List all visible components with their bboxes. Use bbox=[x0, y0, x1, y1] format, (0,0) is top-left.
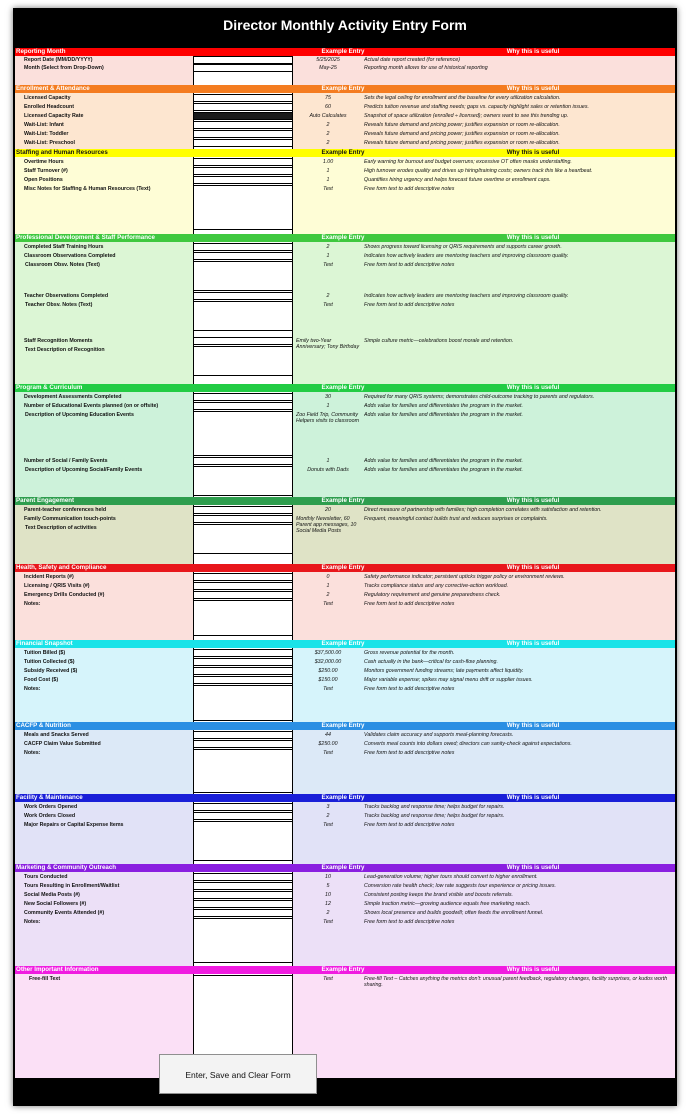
section-title: Financial Snapshot bbox=[16, 640, 73, 647]
section-body bbox=[15, 572, 675, 640]
field-label: Notes: bbox=[24, 750, 41, 756]
entry-input[interactable] bbox=[193, 252, 293, 260]
example-entry: 1 bbox=[326, 583, 330, 589]
example-entry: Auto Calculates bbox=[309, 113, 347, 119]
section-body bbox=[15, 505, 675, 564]
example-entry: 75 bbox=[325, 95, 331, 101]
field-label: Free-fill Text bbox=[29, 976, 61, 982]
field-label: New Social Followers (#) bbox=[24, 901, 87, 907]
section-other bbox=[15, 966, 675, 1078]
section-body bbox=[15, 157, 675, 234]
why-useful-text: Free form text to add descriptive notes bbox=[364, 750, 455, 756]
example-column-header: Example Entry bbox=[321, 48, 365, 55]
why-useful-text: Tracks backlog and response time; helps budget for repairs. bbox=[364, 813, 505, 819]
example-column-header: Example Entry bbox=[321, 234, 365, 241]
section-title: Program & Curriculum bbox=[16, 384, 83, 391]
section-header bbox=[15, 384, 675, 392]
why-column-header: Why this is useful bbox=[506, 85, 560, 92]
entry-input[interactable] bbox=[193, 402, 293, 410]
example-entry: Text bbox=[323, 186, 333, 192]
section-profdev bbox=[15, 234, 675, 384]
field-label: CACFP Claim Value Submitted bbox=[24, 741, 101, 747]
why-useful-text: Shows local presence and builds goodwill; often feeds the enrollment funnel. bbox=[364, 910, 544, 916]
section-title: Health, Safety and Compliance bbox=[16, 564, 107, 571]
section-cacfp bbox=[15, 722, 675, 794]
why-column-header: Why this is useful bbox=[506, 966, 560, 973]
field-label: Staff Recognition Moments bbox=[24, 338, 93, 344]
notes-textarea[interactable] bbox=[193, 346, 293, 376]
entry-input[interactable] bbox=[193, 457, 293, 465]
section-header bbox=[15, 497, 675, 505]
example-entry: Emily two-Year Anniversary; Tony Birthday bbox=[296, 338, 360, 350]
example-column-header: Example Entry bbox=[321, 794, 365, 801]
why-useful-text: Adds value for families and differentiates the program in the market. bbox=[364, 467, 523, 473]
field-label: Teacher Obsv. Notes (Text) bbox=[25, 302, 93, 308]
field-label: Wait-List: Toddler bbox=[24, 131, 69, 137]
section-title: Enrollment & Attendance bbox=[16, 85, 90, 92]
why-useful-text: Reveals future demand and pricing power; justifies expansion or room re-allocation. bbox=[364, 131, 560, 137]
field-label: Staff Turnover (#) bbox=[24, 168, 68, 174]
example-entry: 1 bbox=[326, 458, 330, 464]
entry-input[interactable] bbox=[193, 393, 293, 401]
field-label: Text Description of Recognition bbox=[25, 347, 105, 353]
entry-input[interactable] bbox=[193, 909, 293, 917]
why-useful-text: Free form text to add descriptive notes bbox=[364, 686, 455, 692]
entry-input[interactable] bbox=[193, 337, 293, 345]
why-column-header: Why this is useful bbox=[506, 794, 560, 801]
example-entry: Monthly Newsletter, 60 Parent app messages, 10 Social Media Posts bbox=[296, 516, 357, 534]
why-useful-text: Free-fill Text – Catches anything the metrics don't: unusual parent feedback, regulatory changes, facility surprises, or kudos worth sharing. bbox=[364, 976, 668, 988]
field-label: Overtime Hours bbox=[24, 159, 64, 165]
example-column-header: Example Entry bbox=[321, 149, 365, 156]
notes-textarea[interactable] bbox=[193, 821, 293, 861]
section-body bbox=[15, 872, 675, 966]
why-useful-text: Free form text to add descriptive notes bbox=[364, 919, 455, 925]
field-label: Wait-List: Infant bbox=[24, 122, 64, 128]
why-useful-text: Cash actually in the bank—critical for cash-flow planning. bbox=[364, 659, 498, 665]
field-label: Wait-List: Preschool bbox=[24, 140, 76, 146]
example-entry: $250.00 bbox=[318, 741, 338, 747]
why-useful-text: Reveals future demand and pricing power; justifies expansion or room re-allocation. bbox=[364, 122, 560, 128]
section-parent bbox=[15, 497, 675, 564]
why-useful-text: Predicts tuition revenue and staffing needs; gaps vs. capacity highlight sales or retention issues. bbox=[364, 104, 589, 110]
notes-textarea[interactable] bbox=[193, 301, 293, 331]
why-column-header: Why this is useful bbox=[506, 497, 560, 504]
notes-textarea[interactable] bbox=[193, 411, 293, 456]
entry-input[interactable] bbox=[193, 573, 293, 581]
example-entry: 20 bbox=[325, 507, 331, 513]
section-header bbox=[15, 85, 675, 93]
field-label: Food Cost ($) bbox=[24, 677, 59, 683]
why-useful-text: Simple culture metric—celebrations boost morale and retention. bbox=[364, 338, 514, 344]
field-label: Open Positions bbox=[24, 177, 63, 183]
section-program bbox=[15, 384, 675, 497]
example-column-header: Example Entry bbox=[321, 722, 365, 729]
why-useful-text: Simple traction metric—growing audience equals free marketing reach. bbox=[364, 901, 531, 907]
example-entry: $150.00 bbox=[318, 677, 338, 683]
field-label: Classroom Observations Completed bbox=[24, 253, 116, 259]
section-body bbox=[15, 93, 675, 149]
entry-input[interactable] bbox=[193, 243, 293, 251]
field-label: Licensing / QRIS Visits (#) bbox=[24, 583, 90, 589]
entry-input[interactable] bbox=[193, 167, 293, 175]
why-useful-text: Reporting month allows for use of historical reporting bbox=[364, 65, 488, 71]
why-useful-text: Adds value for families and differentiates the program in the market. bbox=[364, 403, 523, 409]
example-column-header: Example Entry bbox=[321, 966, 365, 973]
example-entry: Text bbox=[323, 302, 333, 308]
notes-textarea[interactable] bbox=[193, 600, 293, 636]
field-label: Subsidy Received ($) bbox=[24, 668, 78, 674]
section-reporting bbox=[15, 48, 675, 85]
example-entry: 2 bbox=[326, 122, 330, 128]
why-useful-text: Free form text to add descriptive notes bbox=[364, 186, 455, 192]
why-useful-text: Quantifies hiring urgency and helps forecast future overtime or enrollment caps. bbox=[364, 177, 551, 183]
example-entry: 2 bbox=[326, 131, 330, 137]
section-health bbox=[15, 564, 675, 640]
why-useful-text: Actual date report created (for reference) bbox=[364, 57, 460, 63]
entry-input[interactable] bbox=[193, 582, 293, 590]
why-useful-text: Adds value for families and differentiates the program in the market. bbox=[364, 458, 523, 464]
form-window bbox=[13, 8, 677, 1106]
entry-input[interactable] bbox=[193, 64, 293, 72]
section-body bbox=[15, 392, 675, 497]
example-entry: 2 bbox=[326, 293, 330, 299]
section-header bbox=[15, 48, 675, 56]
section-header bbox=[15, 864, 675, 872]
section-facility bbox=[15, 794, 675, 864]
why-useful-text: Lead-generation volume; higher tours should convert to higher enrollment. bbox=[364, 874, 538, 880]
why-useful-text: Direct measure of partnership with families; high completion correlates with satisfaction and retention. bbox=[364, 507, 602, 513]
entry-input[interactable] bbox=[193, 667, 293, 675]
example-entry: Text bbox=[323, 686, 333, 692]
entry-input[interactable] bbox=[193, 803, 293, 811]
section-header bbox=[15, 149, 675, 157]
form-title: Director Monthly Activity Entry Form bbox=[223, 17, 467, 33]
why-useful-text: Safety performance indicator; persistent upticks trigger policy or environment reviews. bbox=[364, 574, 565, 580]
section-header bbox=[15, 966, 675, 974]
field-label: Teacher Observations Completed bbox=[24, 293, 109, 299]
field-label: Tuition Collected ($) bbox=[24, 659, 75, 665]
entry-input[interactable] bbox=[193, 176, 293, 184]
section-marketing bbox=[15, 864, 675, 966]
field-label: Incident Reports (#) bbox=[24, 574, 74, 580]
notes-textarea[interactable] bbox=[193, 918, 293, 963]
why-useful-text: Free form text to add descriptive notes bbox=[364, 822, 455, 828]
why-useful-text: Reveals future demand and pricing power; justifies expansion or room re-allocation. bbox=[364, 140, 560, 146]
entry-input[interactable] bbox=[193, 130, 293, 138]
field-label: Major Repairs or Capital Expense Items bbox=[24, 822, 124, 828]
example-entry: 5/25/2025 bbox=[316, 57, 340, 63]
field-label: Social Media Posts (#) bbox=[24, 892, 80, 898]
section-title: Reporting Month bbox=[16, 48, 66, 55]
example-entry: 1 bbox=[326, 253, 330, 259]
why-useful-text: Tracks compliance status and any corrective-action workload. bbox=[364, 583, 509, 589]
field-label: Meals and Snacks Served bbox=[24, 732, 89, 738]
why-useful-text: Snapshot of space utilization (enrolled ÷ licensed); owners want to see this trending up. bbox=[364, 113, 569, 119]
example-column-header: Example Entry bbox=[321, 864, 365, 871]
why-useful-text: Free form text to add descriptive notes bbox=[364, 262, 455, 268]
section-staffing bbox=[15, 149, 675, 234]
field-label: Classroom Obsv. Notes (Text) bbox=[25, 262, 100, 268]
section-title: Professional Development & Staff Performance bbox=[16, 234, 155, 241]
example-entry: May-25 bbox=[319, 65, 337, 71]
entry-input[interactable] bbox=[193, 292, 293, 300]
entry-input[interactable] bbox=[193, 506, 293, 514]
why-useful-text: Indicates how actively leaders are mentoring teachers and improving classroom quality. bbox=[364, 253, 569, 259]
example-entry: 30 bbox=[325, 394, 331, 400]
field-label: Licensed Capacity Rate bbox=[24, 113, 84, 119]
why-useful-text: High turnover erodes quality and drives up hiring/training costs; owners track this like a heartbeat. bbox=[364, 168, 593, 174]
entry-input[interactable] bbox=[193, 139, 293, 147]
why-useful-text: Shows progress toward licensing or QRIS requirements and supports career growth. bbox=[364, 244, 562, 250]
field-label: Work Orders Opened bbox=[24, 804, 78, 810]
entry-input[interactable] bbox=[193, 740, 293, 748]
section-body bbox=[15, 802, 675, 864]
example-entry: 10 bbox=[325, 892, 331, 898]
section-title: Facility & Maintenance bbox=[16, 794, 83, 801]
field-label: Licensed Capacity bbox=[24, 95, 71, 101]
example-entry: 1 bbox=[326, 177, 330, 183]
section-body bbox=[15, 242, 675, 384]
why-column-header: Why this is useful bbox=[506, 722, 560, 729]
why-useful-text: Indicates how actively leaders are mentoring teachers and improving classroom quality. bbox=[364, 293, 569, 299]
entry-input[interactable] bbox=[193, 882, 293, 890]
entry-input[interactable] bbox=[193, 591, 293, 599]
section-body bbox=[15, 648, 675, 722]
example-entry: 0 bbox=[326, 574, 330, 580]
field-label: Text Description of activities bbox=[25, 525, 97, 531]
example-entry: 2 bbox=[326, 244, 330, 250]
field-label: Completed Staff Training Hours bbox=[24, 244, 104, 250]
example-entry: Text bbox=[323, 822, 333, 828]
why-useful-text: Tracks backlog and response time; helps budget for repairs. bbox=[364, 804, 505, 810]
example-entry: 2 bbox=[326, 813, 330, 819]
entry-input[interactable] bbox=[193, 812, 293, 820]
section-enrollment bbox=[15, 85, 675, 149]
example-entry: 2 bbox=[326, 592, 330, 598]
section-body bbox=[15, 730, 675, 794]
example-entry: Text bbox=[323, 976, 333, 982]
section-header bbox=[15, 640, 675, 648]
example-entry: Text bbox=[323, 750, 333, 756]
why-column-header: Why this is useful bbox=[506, 149, 560, 156]
example-entry: Text bbox=[323, 601, 333, 607]
example-entry: 2 bbox=[326, 140, 330, 146]
field-label: Number of Social / Family Events bbox=[24, 458, 108, 464]
why-useful-text: Regulatory requirement and genuine preparedness check. bbox=[364, 592, 501, 598]
notes-textarea[interactable] bbox=[193, 524, 293, 554]
entry-input[interactable] bbox=[193, 56, 293, 64]
entry-input[interactable] bbox=[193, 676, 293, 684]
section-title: Marketing & Community Outreach bbox=[16, 864, 117, 871]
example-entry: 1.00 bbox=[322, 159, 334, 165]
example-entry: 5 bbox=[326, 883, 330, 889]
why-useful-text: Sets the legal ceiling for enrollment and the baseline for every utilization calculation. bbox=[364, 95, 561, 101]
entry-input[interactable] bbox=[193, 94, 293, 102]
example-entry: 44 bbox=[325, 732, 331, 738]
why-useful-text: Frequent, meaningful contact builds trust and reduces surprises or complaints. bbox=[364, 516, 548, 522]
field-label: Family Communication touch-points bbox=[24, 516, 116, 522]
why-useful-text: Monitors government funding streams; late payments affect liquidity. bbox=[364, 668, 524, 674]
field-label: Tours Conducted bbox=[24, 874, 68, 880]
entry-input[interactable] bbox=[193, 158, 293, 166]
field-label: Misc Notes for Staffing & Human Resources (Text) bbox=[24, 186, 151, 192]
example-entry: 12 bbox=[325, 901, 331, 907]
example-entry: 2 bbox=[326, 910, 330, 916]
field-label: Tuition Billed ($) bbox=[24, 650, 66, 656]
entry-input[interactable] bbox=[193, 649, 293, 657]
example-entry: Zoo Field Trip, Community Helpers visits to classroom bbox=[296, 412, 359, 424]
field-label: Report Date (MM/DD/YYYY) bbox=[24, 57, 93, 63]
section-header bbox=[15, 722, 675, 730]
notes-textarea[interactable] bbox=[193, 749, 293, 793]
section-title: Parent Engagement bbox=[16, 497, 75, 504]
why-useful-text: Required for many QRIS systems; demonstrates child-outcome tracking to parents and regulators. bbox=[364, 394, 595, 400]
field-label: Community Events Attended (#) bbox=[24, 910, 105, 916]
example-entry: Text bbox=[323, 262, 333, 268]
why-column-header: Why this is useful bbox=[506, 384, 560, 391]
example-entry: Text bbox=[323, 919, 333, 925]
field-label: Notes: bbox=[24, 686, 41, 692]
example-entry: 1 bbox=[326, 168, 330, 174]
field-label: Month (Select from Drop-Down) bbox=[24, 65, 104, 71]
section-title: Other Important Information bbox=[16, 966, 99, 973]
example-entry: $250.00 bbox=[318, 668, 338, 674]
why-column-header: Why this is useful bbox=[506, 564, 560, 571]
field-label: Number of Educational Events planned (on or offsite) bbox=[24, 403, 159, 409]
field-label: Description of Upcoming Education Events bbox=[25, 412, 134, 418]
section-body bbox=[15, 56, 675, 85]
example-column-header: Example Entry bbox=[321, 85, 365, 92]
example-entry: 1 bbox=[326, 403, 330, 409]
field-label: Development Assessments Completed bbox=[24, 394, 122, 400]
notes-textarea[interactable] bbox=[193, 261, 293, 291]
why-useful-text: Free form text to add descriptive notes bbox=[364, 601, 455, 607]
why-useful-text: Gross revenue potential for the month. bbox=[364, 650, 455, 656]
notes-textarea[interactable] bbox=[193, 466, 293, 496]
section-header bbox=[15, 234, 675, 242]
why-useful-text: Free form text to add descriptive notes bbox=[364, 302, 455, 308]
entry-input[interactable] bbox=[193, 121, 293, 129]
why-useful-text: Consistent posting keeps the brand visible and boosts referrals. bbox=[364, 892, 513, 898]
why-useful-text: Conversion rate health check; low rate suggests tour experience or pricing issues. bbox=[364, 883, 556, 889]
example-entry: $37,500.00 bbox=[314, 650, 342, 656]
example-entry: $32,000.00 bbox=[314, 659, 342, 665]
entry-input[interactable] bbox=[193, 515, 293, 523]
example-column-header: Example Entry bbox=[321, 384, 365, 391]
why-column-header: Why this is useful bbox=[506, 48, 560, 55]
entry-input[interactable] bbox=[193, 112, 293, 120]
field-label: Emergency Drills Conducted (#) bbox=[24, 592, 105, 598]
section-title: CACFP & Nutrition bbox=[16, 722, 71, 729]
entry-input[interactable] bbox=[193, 658, 293, 666]
entry-input[interactable] bbox=[193, 873, 293, 881]
field-label: Tours Resulting in Enrollment/Waitlist bbox=[24, 883, 120, 889]
field-label: Notes: bbox=[24, 601, 41, 607]
why-useful-text: Validates claim accuracy and supports meal-planning forecasts. bbox=[364, 732, 514, 738]
section-header bbox=[15, 564, 675, 572]
why-column-header: Why this is useful bbox=[506, 640, 560, 647]
section-financial bbox=[15, 640, 675, 722]
entry-input[interactable] bbox=[193, 900, 293, 908]
why-useful-text: Adds value for families and differentiates the program in the market. bbox=[364, 412, 523, 418]
example-entry: 3 bbox=[326, 804, 330, 810]
field-label: Work Orders Closed bbox=[24, 813, 76, 819]
notes-textarea[interactable] bbox=[193, 185, 293, 230]
enter-save-clear-button[interactable]: Enter, Save and Clear Form bbox=[159, 1054, 317, 1094]
section-body bbox=[15, 974, 675, 1078]
entry-input[interactable] bbox=[193, 891, 293, 899]
entry-input[interactable] bbox=[193, 103, 293, 111]
why-useful-text: Major variable expense; spikes may signal menu drift or supplier issues. bbox=[364, 677, 533, 683]
entry-input[interactable] bbox=[193, 731, 293, 739]
field-label: Description of Upcoming Social/Family Events bbox=[25, 467, 143, 473]
example-column-header: Example Entry bbox=[321, 497, 365, 504]
why-useful-text: Early warning for burnout and budget overruns; excessive OT often masks understaffing. bbox=[364, 159, 572, 165]
field-label: Enrolled Headcount bbox=[24, 104, 75, 110]
why-column-header: Why this is useful bbox=[506, 234, 560, 241]
notes-textarea[interactable] bbox=[193, 685, 293, 721]
section-title: Staffing and Human Resources bbox=[16, 149, 108, 156]
field-label: Notes: bbox=[24, 919, 41, 925]
example-entry: 60 bbox=[325, 104, 331, 110]
example-column-header: Example Entry bbox=[321, 640, 365, 647]
example-entry: 10 bbox=[325, 874, 331, 880]
example-entry: Donuts with Dads bbox=[307, 467, 349, 473]
why-column-header: Why this is useful bbox=[506, 864, 560, 871]
field-label: Parent-teacher conferences held bbox=[24, 507, 107, 513]
why-useful-text: Converts meal counts into dollars owed; directors can sanity-check against expectations. bbox=[364, 741, 572, 747]
section-header bbox=[15, 794, 675, 802]
example-column-header: Example Entry bbox=[321, 564, 365, 571]
